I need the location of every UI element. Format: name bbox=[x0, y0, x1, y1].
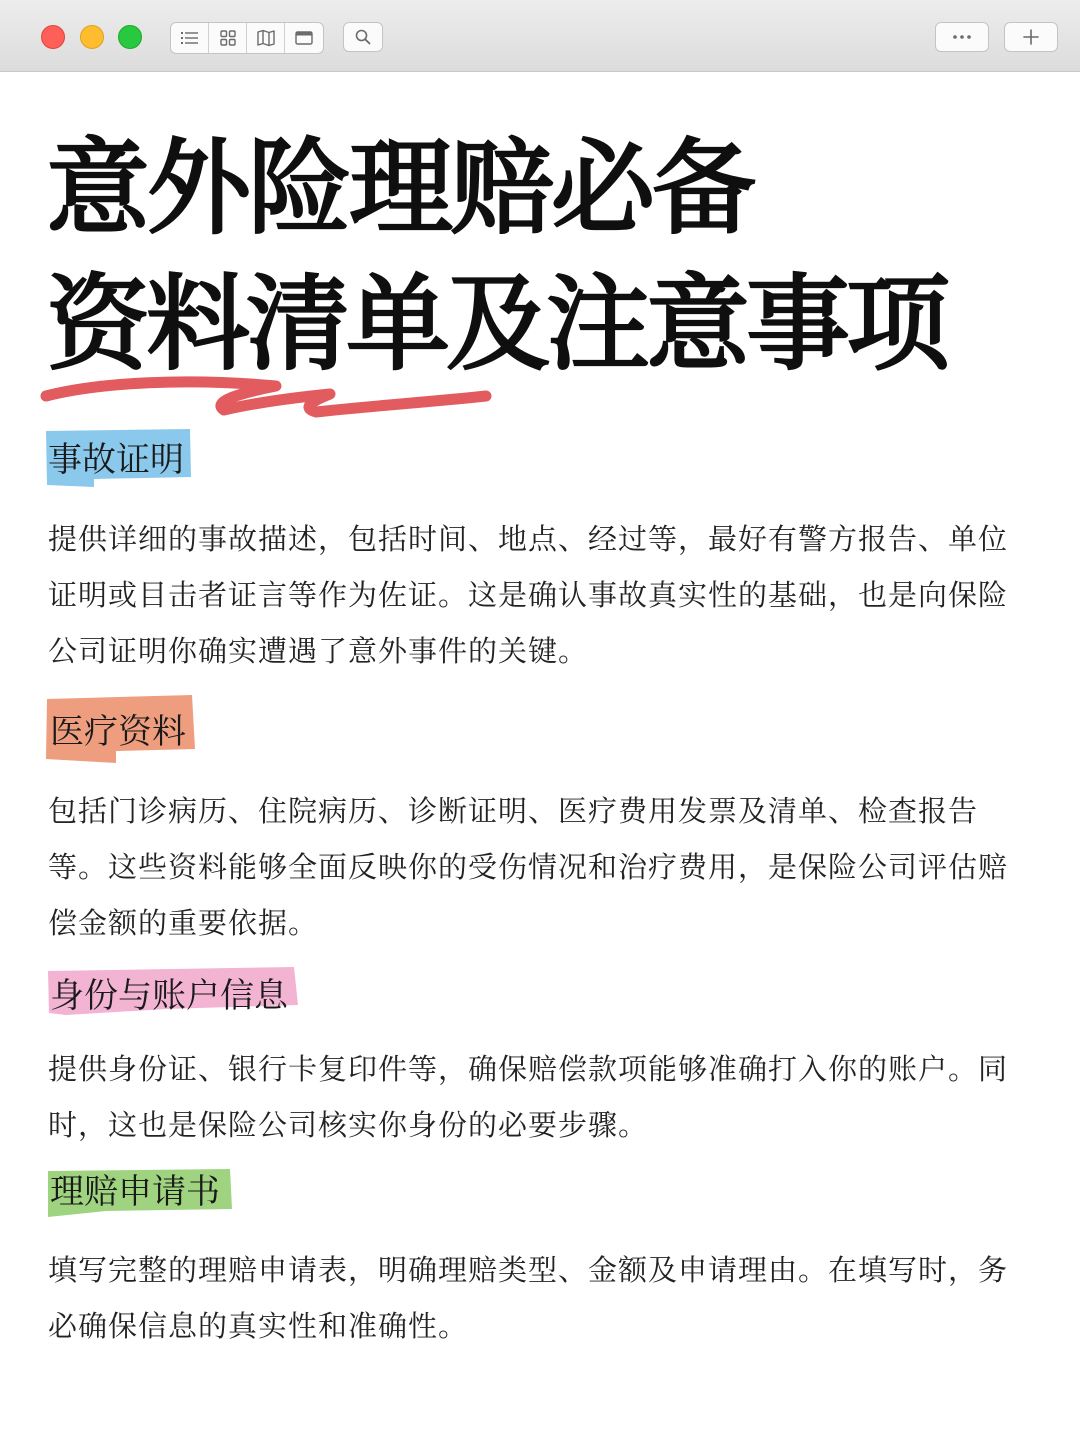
section-heading-identity-account bbox=[50, 975, 288, 1017]
search-icon bbox=[354, 28, 372, 46]
title-underline-squiggle bbox=[40, 372, 500, 432]
list-icon bbox=[180, 30, 200, 46]
section-body-claim-form: 填写完整的理赔申请表，明确理赔类型、金额及申请理由。在填写时，务必确保信息的真实性和准确性。 bbox=[48, 1253, 1009, 1343]
section-heading-text: 事故证明 bbox=[48, 440, 184, 480]
minimize-window-button[interactable] bbox=[80, 25, 104, 49]
section-heading-text: 医疗资料 bbox=[50, 712, 186, 752]
view-mode-segmented-control bbox=[170, 22, 324, 54]
add-button[interactable] bbox=[1004, 22, 1058, 52]
section-body-medical-records: 包括门诊病历、住院病历、诊断证明、医疗费用发票及清单、检查报告等。这些资料能够全面反映你的受伤情况和治疗费用，是保险公司评估赔偿金额的重要依据。 bbox=[48, 794, 1009, 940]
section-heading-claim-form bbox=[50, 1171, 220, 1213]
close-window-button[interactable] bbox=[41, 25, 65, 49]
page-title-line-1: 意外险理赔必备 bbox=[46, 127, 754, 249]
search-button[interactable] bbox=[343, 22, 383, 52]
map-icon bbox=[256, 29, 276, 47]
section-heading-text: 身份与账户信息 bbox=[50, 976, 288, 1016]
page-title-line-2: 资料清单及注意事项 bbox=[46, 263, 947, 385]
section-heading-medical-records bbox=[50, 711, 186, 753]
list-view-button[interactable] bbox=[171, 23, 209, 53]
section-heading-accident-proof bbox=[48, 439, 184, 481]
more-options-button[interactable] bbox=[935, 22, 989, 52]
zoom-window-button[interactable] bbox=[118, 25, 142, 49]
window-icon bbox=[294, 30, 314, 46]
window-view-button[interactable] bbox=[285, 23, 323, 53]
section-body-accident-proof: 提供详细的事故描述，包括时间、地点、经过等，最好有警方报告、单位证明或目击者证言等作为佐证。这是确认事故真实性的基础，也是向保险公司证明你确实遭遇了意外事件的关键。 bbox=[48, 522, 1009, 668]
window-toolbar bbox=[0, 0, 1080, 72]
grid-icon bbox=[219, 29, 237, 47]
more-icon bbox=[951, 34, 973, 40]
section-heading-text: 理赔申请书 bbox=[50, 1172, 220, 1212]
add-icon bbox=[1022, 28, 1040, 46]
section-body-identity-account: 提供身份证、银行卡复印件等，确保赔偿款项能够准确打入你的账户。同时，这也是保险公司核实你身份的必要步骤。 bbox=[48, 1052, 1009, 1142]
grid-view-button[interactable] bbox=[209, 23, 247, 53]
map-view-button[interactable] bbox=[247, 23, 285, 53]
